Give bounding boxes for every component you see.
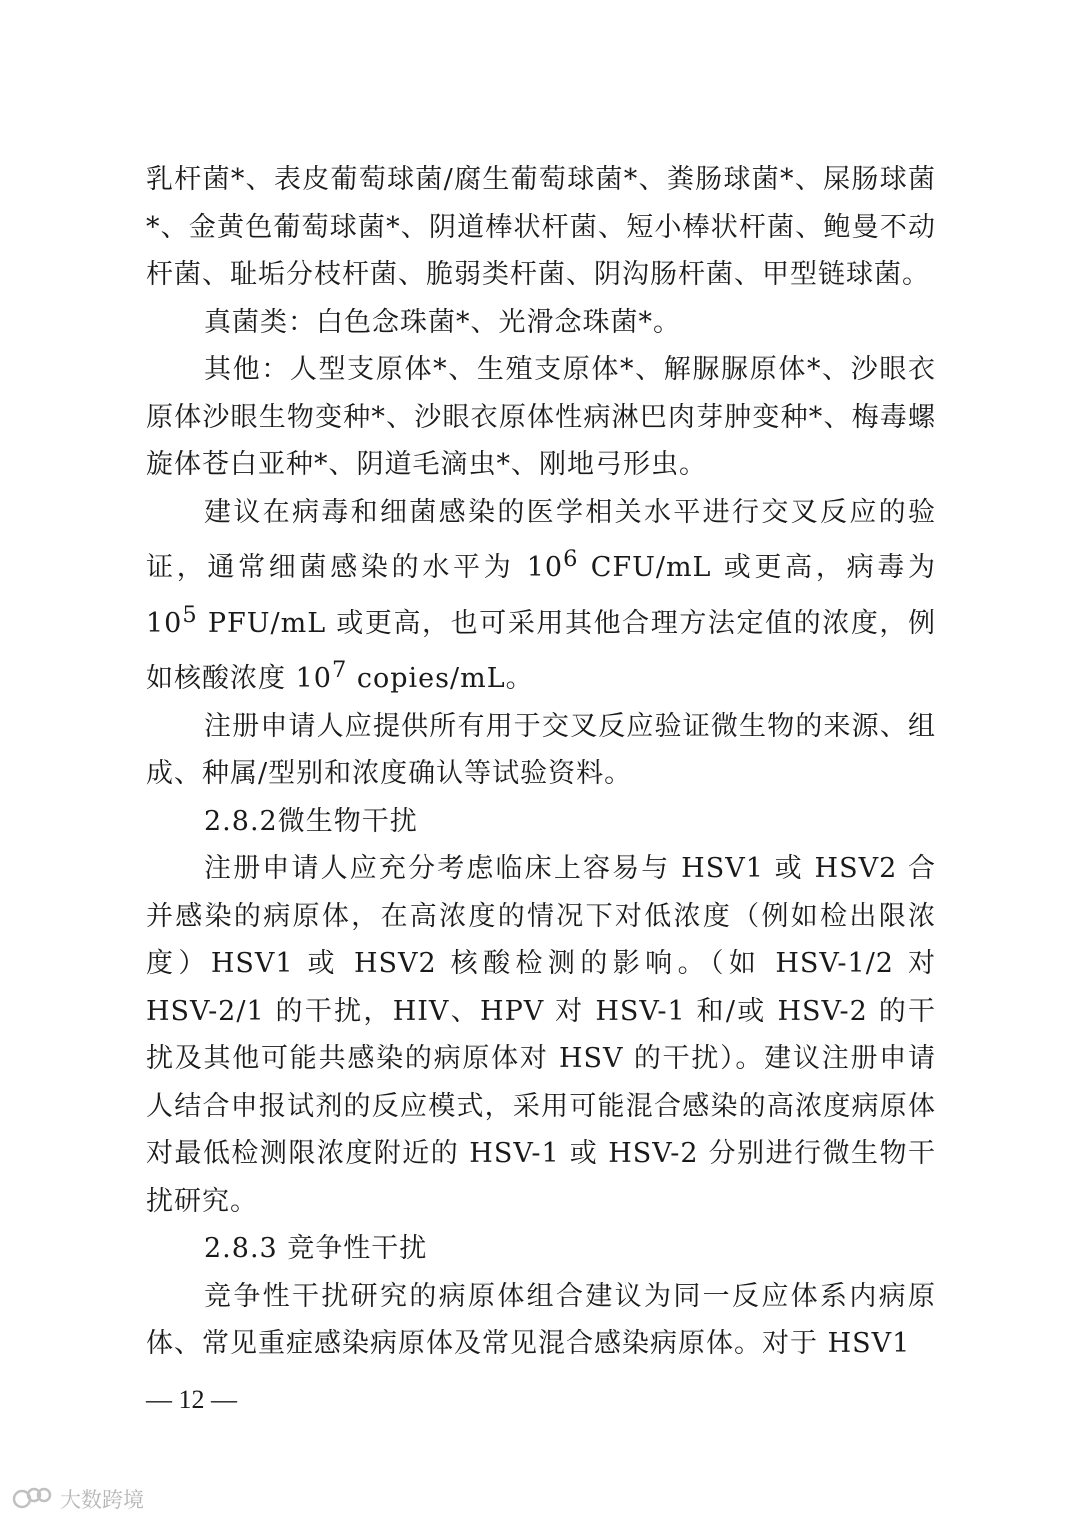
paragraph-others: 其他：人型支原体*、生殖支原体*、解脲脲原体*、沙眼衣原体沙眼生物变种*、沙眼衣原体性病淋巴肉芽肿变种*、梅毒螺旋体苍白亚种*、阴道毛滴虫*、刚地弓形虫。 [146,354,936,480]
page-number: — 12 — [146,1385,237,1414]
section-heading-microbial-interference: 2.8.2微生物干扰 [204,805,418,837]
superscript: 5 [182,601,198,628]
text-segment: 建议在病毒和细菌感染的医学相关水平进行交叉反应的验证，通常细菌感染的水平为 10 [146,496,936,583]
paragraph-microbial-interference: 注册申请人应充分考虑临床上容易与 HSV1 或 HSV2 合并感染的病原体，在高浓度的情况下对低浓度（例如检出限浓度）HSV1 或 HSV2 核酸检测的影响。（如 HSV-1/2 对 HSV-2/1 的干扰，HIV、HPV 对 HSV-1 和/或 HSV-2 的干扰及其他可能共感染的病原体对 HSV 的干扰）。建议注册申请人结合申报试剂的反应模式，采用可能混合感染的高浓度病原体对最低检测限浓度附近的 HSV-1 或 HSV-2 分别进行微生物干扰研究。 [146,853,936,1217]
superscript: 7 [331,657,348,683]
section-heading-competitive-interference: 2.8.3 竞争性干扰 [204,1233,428,1264]
watermark [12,1484,144,1514]
dashuju-logo-icon [12,1485,52,1513]
watermark-text: 大数跨境 [60,1488,144,1512]
superscript: 6 [563,546,579,572]
document-body [146,156,936,1368]
paragraph-materials: 注册申请人应提供所有用于交叉反应验证微生物的来源、组成、种属/型别和浓度确认等试验资料。 [146,710,936,789]
text-segment: CFU/mL 或更高，病毒为 10 [146,552,936,639]
paragraph-competitive-interference: 竞争性干扰研究的病原体组合建议为同一反应体系内病原体、常见重症感染病原体及常见混合感染病原体。对于 HSV1 [146,1280,936,1359]
text-segment: PFU/mL 或更高，也可采用其他合理方法定值的浓度，例如核酸浓度 10 [146,607,936,694]
paragraph-fungi: 真菌类：白色念珠菌*、光滑念珠菌*。 [204,306,681,338]
paragraph-concentration [146,489,936,703]
text-segment: copies/mL。 [347,663,534,694]
paragraph-bacteria-list: 乳杆菌*、表皮葡萄球菌/腐生葡萄球菌*、粪肠球菌*、屎肠球菌*、金黄色葡萄球菌*、阴道棒状杆菌、短小棒状杆菌、鲍曼不动杆菌、耻垢分枝杆菌、脆弱类杆菌、阴沟肠杆菌、甲型链球菌。 [146,164,936,290]
